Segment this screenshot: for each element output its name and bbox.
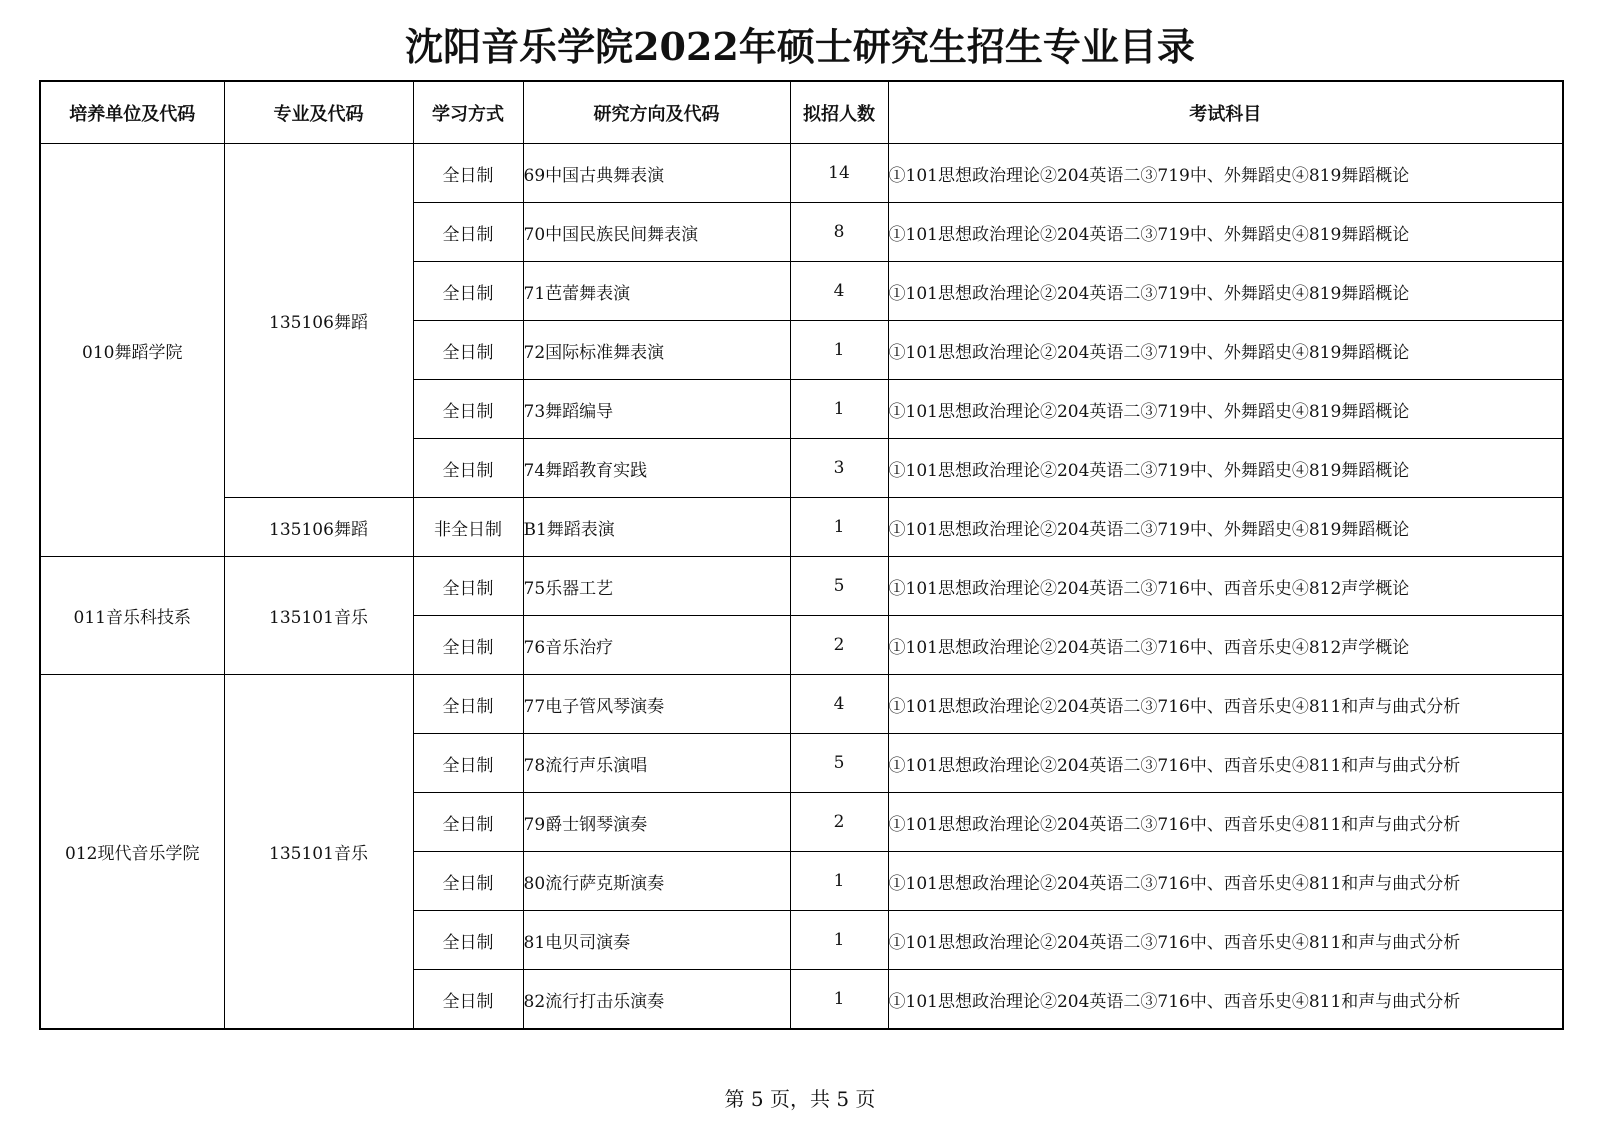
table-body: [40, 144, 1563, 1030]
page-title: 沈阳音乐学院2022年硕士研究生招生专业目录: [405, 24, 1195, 69]
mode-cell: 非全日制: [413, 498, 523, 557]
subjects-cell: ①101思想政治理论②204英语二③719中、外舞蹈史④819舞蹈概论: [888, 262, 1563, 321]
direction-cell: 81电贝司演奏: [523, 911, 790, 970]
subjects-cell: ①101思想政治理论②204英语二③719中、外舞蹈史④819舞蹈概论: [888, 144, 1563, 203]
major-cell: 135101音乐: [224, 557, 413, 675]
quota-cell: 3: [790, 439, 888, 498]
mode-cell: 全日制: [413, 616, 523, 675]
table-row: [40, 675, 1563, 734]
mode-cell: 全日制: [413, 911, 523, 970]
direction-cell: 80流行萨克斯演奏: [523, 852, 790, 911]
subjects-cell: ①101思想政治理论②204英语二③716中、西音乐史④811和声与曲式分析: [888, 852, 1563, 911]
subjects-cell: ①101思想政治理论②204英语二③716中、西音乐史④812声学概论: [888, 557, 1563, 616]
mode-cell: 全日制: [413, 380, 523, 439]
mode-cell: 全日制: [413, 675, 523, 734]
quota-cell: 1: [790, 970, 888, 1030]
direction-cell: 71芭蕾舞表演: [523, 262, 790, 321]
header-subjects: 考试科目: [888, 81, 1563, 144]
header-mode: 学习方式: [413, 81, 523, 144]
subjects-cell: ①101思想政治理论②204英语二③716中、西音乐史④811和声与曲式分析: [888, 911, 1563, 970]
unit-cell: 012现代音乐学院: [40, 675, 224, 1030]
direction-cell: 77电子管风琴演奏: [523, 675, 790, 734]
quota-cell: 4: [790, 262, 888, 321]
quota-cell: 2: [790, 616, 888, 675]
quota-cell: 1: [790, 911, 888, 970]
direction-cell: 78流行声乐演唱: [523, 734, 790, 793]
quota-cell: 1: [790, 498, 888, 557]
mode-cell: 全日制: [413, 203, 523, 262]
direction-cell: 76音乐治疗: [523, 616, 790, 675]
unit-cell: 011音乐科技系: [40, 557, 224, 675]
quota-cell: 1: [790, 321, 888, 380]
direction-cell: 72国际标准舞表演: [523, 321, 790, 380]
enrollment-catalog-table: [39, 80, 1564, 1030]
direction-cell: 70中国民族民间舞表演: [523, 203, 790, 262]
major-cell: 135101音乐: [224, 675, 413, 1030]
mode-cell: 全日制: [413, 734, 523, 793]
subjects-cell: ①101思想政治理论②204英语二③716中、西音乐史④811和声与曲式分析: [888, 793, 1563, 852]
direction-cell: 73舞蹈编导: [523, 380, 790, 439]
subjects-cell: ①101思想政治理论②204英语二③716中、西音乐史④811和声与曲式分析: [888, 734, 1563, 793]
subjects-cell: ①101思想政治理论②204英语二③716中、西音乐史④812声学概论: [888, 616, 1563, 675]
quota-cell: 4: [790, 675, 888, 734]
subjects-cell: ①101思想政治理论②204英语二③716中、西音乐史④811和声与曲式分析: [888, 970, 1563, 1030]
subjects-cell: ①101思想政治理论②204英语二③719中、外舞蹈史④819舞蹈概论: [888, 498, 1563, 557]
header-row: [40, 81, 1563, 144]
subjects-cell: ①101思想政治理论②204英语二③719中、外舞蹈史④819舞蹈概论: [888, 321, 1563, 380]
quota-cell: 2: [790, 793, 888, 852]
page-indicator: 第 5 页，共 5 页: [724, 1087, 876, 1111]
mode-cell: 全日制: [413, 557, 523, 616]
subjects-cell: ①101思想政治理论②204英语二③716中、西音乐史④811和声与曲式分析: [888, 675, 1563, 734]
table-row: [40, 498, 1563, 557]
major-cell: 135106舞蹈: [224, 498, 413, 557]
subjects-cell: ①101思想政治理论②204英语二③719中、外舞蹈史④819舞蹈概论: [888, 203, 1563, 262]
quota-cell: 1: [790, 380, 888, 439]
header-major: 专业及代码: [224, 81, 413, 144]
quota-cell: 14: [790, 144, 888, 203]
mode-cell: 全日制: [413, 144, 523, 203]
mode-cell: 全日制: [413, 321, 523, 380]
quota-cell: 5: [790, 557, 888, 616]
direction-cell: B1舞蹈表演: [523, 498, 790, 557]
direction-cell: 82流行打击乐演奏: [523, 970, 790, 1030]
table-row: [40, 557, 1563, 616]
major-cell: 135106舞蹈: [224, 144, 413, 498]
subjects-cell: ①101思想政治理论②204英语二③719中、外舞蹈史④819舞蹈概论: [888, 439, 1563, 498]
direction-cell: 75乐器工艺: [523, 557, 790, 616]
mode-cell: 全日制: [413, 970, 523, 1030]
mode-cell: 全日制: [413, 852, 523, 911]
mode-cell: 全日制: [413, 793, 523, 852]
header-quota: 拟招人数: [790, 81, 888, 144]
header-direction: 研究方向及代码: [523, 81, 790, 144]
header-unit: 培养单位及代码: [40, 81, 224, 144]
direction-cell: 74舞蹈教育实践: [523, 439, 790, 498]
subjects-cell: ①101思想政治理论②204英语二③719中、外舞蹈史④819舞蹈概论: [888, 380, 1563, 439]
unit-cell: 010舞蹈学院: [40, 144, 224, 557]
quota-cell: 1: [790, 852, 888, 911]
mode-cell: 全日制: [413, 262, 523, 321]
direction-cell: 69中国古典舞表演: [523, 144, 790, 203]
mode-cell: 全日制: [413, 439, 523, 498]
table-row: [40, 144, 1563, 203]
quota-cell: 5: [790, 734, 888, 793]
direction-cell: 79爵士钢琴演奏: [523, 793, 790, 852]
table-header: [40, 81, 1563, 144]
quota-cell: 8: [790, 203, 888, 262]
